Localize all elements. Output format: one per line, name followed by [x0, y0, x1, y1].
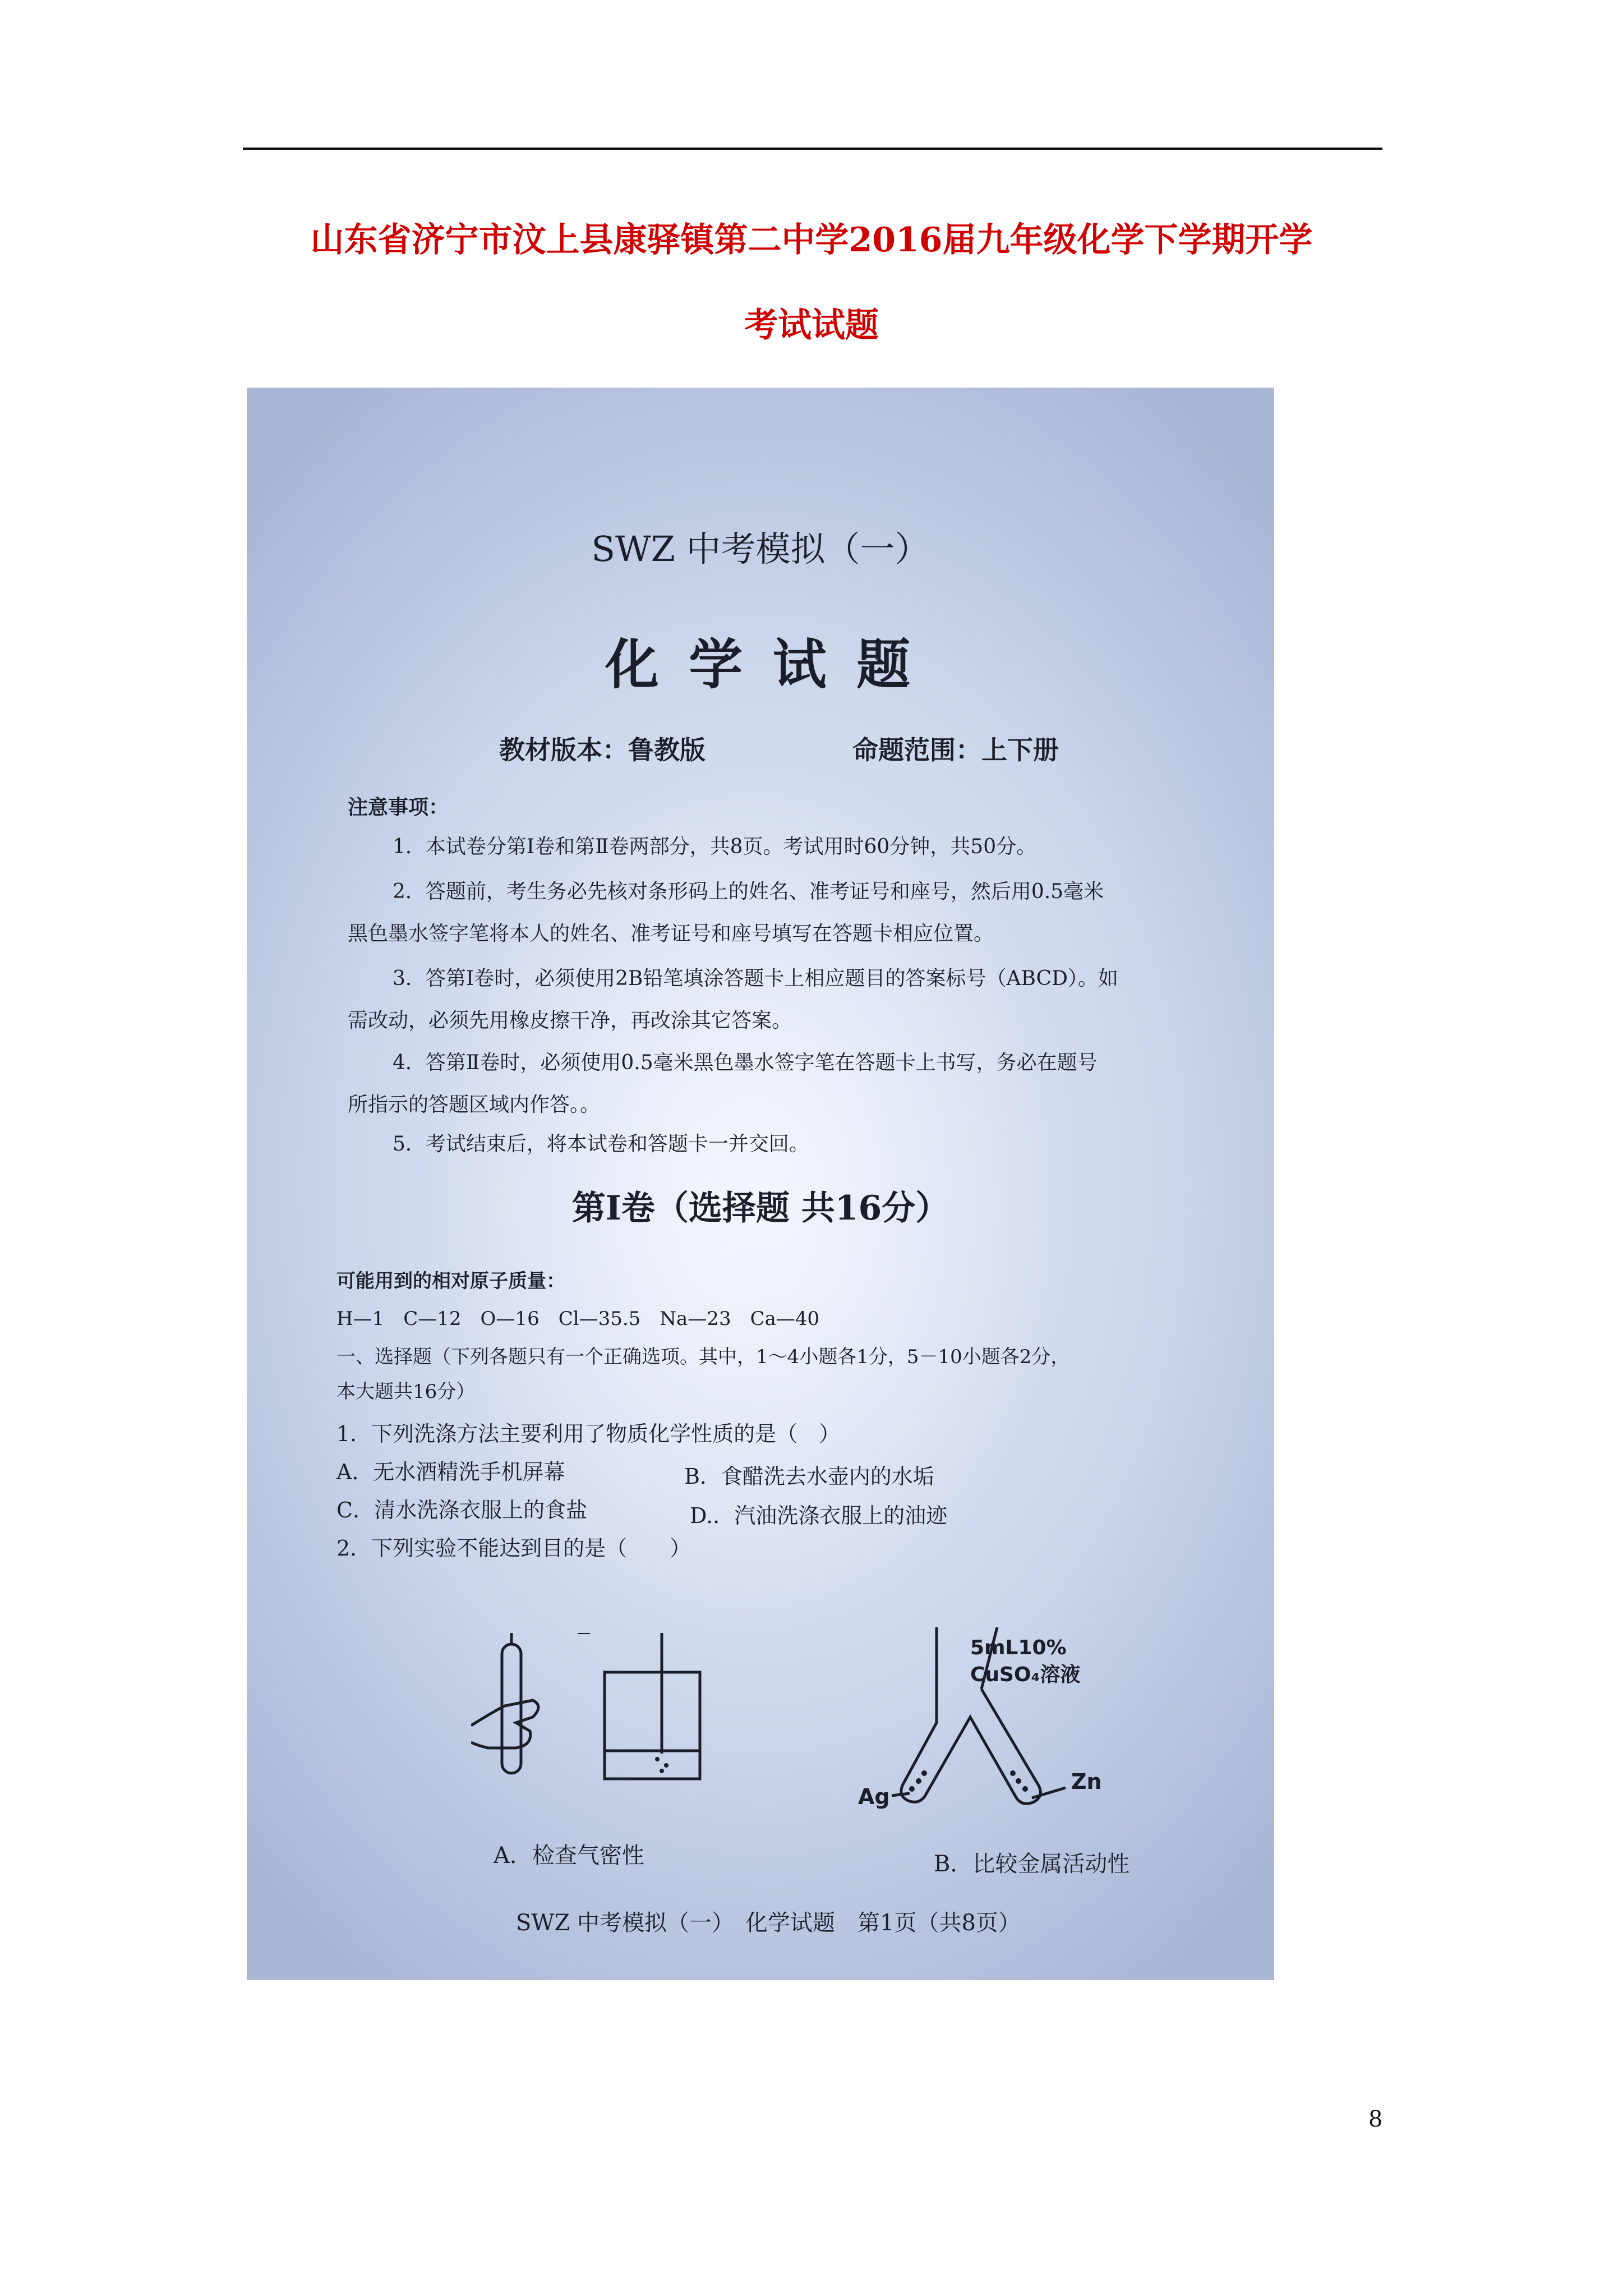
- notice-line-4: 3．答第Ⅰ卷时，必须使用2B铅笔填涂答题卡上相应题目的答案标号（ABCD）。如: [393, 967, 1119, 990]
- notice-line-6: 4．答第Ⅱ卷时，必须使用0.5毫米黑色墨水签字笔在答题卡上书写，务必在题号: [393, 1051, 1098, 1074]
- question-1-option-a: A．无水酒精洗手机屏幕: [336, 1460, 565, 1484]
- test-tube: [502, 1644, 521, 1773]
- part-one-instructions-line2: 本大题共16分）: [336, 1381, 476, 1403]
- atomic-mass-values: H—1 C—12 O—16 Cl—35.5 Na—23 Ca—40: [336, 1308, 820, 1330]
- exam-photo: [247, 388, 1274, 1980]
- figure-b-reagent-amount: 5mL10%: [970, 1636, 1067, 1659]
- question-1-option-c: C．清水洗涤衣服上的食盐: [336, 1498, 588, 1522]
- part-one-instructions-line1: 一、选择题（下列各题只有一个正确选项。其中，1～4小题各1分，5－10小题各2分，: [336, 1346, 1070, 1368]
- beaker: [605, 1672, 700, 1779]
- exam-scope: 命题范围：上下册: [852, 735, 1059, 765]
- notice-line-2: 2．答题前，考生务必先核对条形码上的姓名、准考证号和座号，然后用0.5毫米: [393, 880, 1104, 903]
- notice-line-7: 所指示的答题区域内作答。。: [348, 1093, 601, 1116]
- page-number: 8: [1368, 2106, 1383, 2132]
- figure-a-airtightness-diagram: [471, 1633, 707, 1818]
- delivery-tube: [511, 1633, 662, 1754]
- notice-line-1: 1．本试卷分第Ⅰ卷和第Ⅱ卷两部分，共8页。考试用时60分钟，共50分。: [393, 835, 1037, 858]
- figure-b-metal-activity-diagram: [858, 1611, 1206, 1846]
- figure-b-caption: B．比较金属活动性: [934, 1851, 1130, 1877]
- question-1-stem: 1．下列洗涤方法主要利用了物质化学性质的是（ ）: [336, 1421, 841, 1446]
- question-1-option-b: B．食醋洗去水壶内的水垢: [684, 1464, 934, 1489]
- hand: [471, 1700, 538, 1748]
- notice-line-3: 黑色墨水签字笔将本人的姓名、准考证号和座号填写在答题卡相应位置。: [348, 922, 994, 945]
- notice-line-8: 5．考试结束后，将本试卷和答题卡一并交回。: [393, 1133, 809, 1156]
- figure-a-caption: A．检查气密性: [494, 1843, 644, 1869]
- notice-heading: 注意事项：: [348, 796, 449, 819]
- exam-edition: 教材版本：鲁教版: [499, 735, 706, 765]
- figure-b-reagent-name: CuSO₄溶液: [970, 1663, 1081, 1686]
- exam-subject-title: 化 学 试 题: [605, 633, 916, 696]
- question-1-option-d: D.．汽油洗涤衣服上的油迹: [690, 1503, 948, 1528]
- scan-page-footer: SWZ 中考模拟（一） 化学试题 第1页（共8页）: [516, 1910, 1021, 1936]
- figure-b-label-zn: Zn: [1071, 1769, 1102, 1794]
- exam-series-title: SWZ 中考模拟（一）: [591, 528, 930, 569]
- atomic-mass-heading: 可能用到的相对原子质量：: [336, 1270, 565, 1292]
- notice-line-5: 需改动，必须先用橡皮擦干净，再改涂其它答案。: [348, 1009, 792, 1032]
- document-title-line1: 山东省济宁市汶上县康驿镇第二中学2016届九年级化学下学期开学: [310, 220, 1313, 260]
- figure-b-label-ag: Ag: [858, 1784, 890, 1809]
- document-title-line2: 考试试题: [744, 306, 879, 345]
- section-title: 第Ⅰ卷（选择题 共16分）: [571, 1189, 949, 1228]
- header-rule: [243, 148, 1382, 150]
- question-2-stem: 2．下列实验不能达到目的是（ ）: [336, 1536, 691, 1561]
